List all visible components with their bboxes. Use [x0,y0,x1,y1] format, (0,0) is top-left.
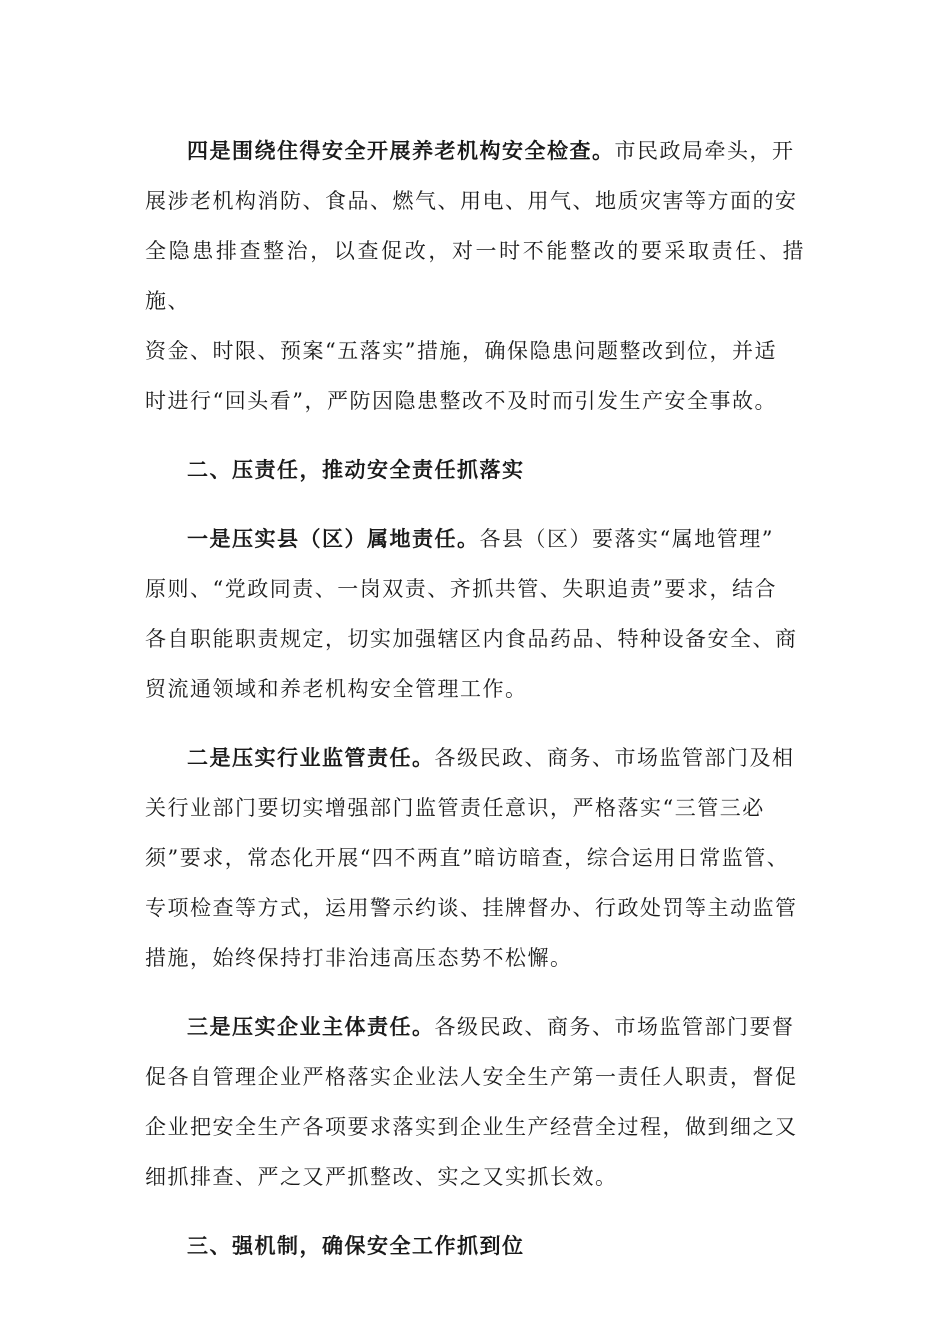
paragraph-text: 各县（区）要落实“属地管理” 原则、“党政同责、一岗双责、齐抓共管、失职追责”要求，结合 各自职能职责规定，切实加强辖区内食品药品、特种设备安全、商 贸流通领域和养老机构安全管理工作。 [145,527,798,701]
paragraph-text: 市民政局牵头，开 展涉老机构消防、食品、燃气、用电、用气、地质灾害等方面的安 全隐患排查整治，以查促改，对一时不能整改的要采取责任、措施、 资金、时限、预案“五落实”措施，确保隐患问题整改到位，并适 时进行“回头看”，严防因隐患整改不及时而引发生产安全事故。 [145,139,805,413]
paragraph-industry-supervision [145,733,805,983]
paragraph-lead: 三是压实企业主体责任。 [187,1014,435,1039]
paragraph-text: 各级民政、商务、市场监管部门要督 促各自管理企业严格落实企业法人安全生产第一责任人职责，督促 企业把安全生产各项要求落实到企业生产经营全过程，做到细之又 细抓排查、严之又严抓整改、实之又实抓长效。 [145,1015,798,1189]
paragraph-lead: 一是压实县（区）属地责任。 [187,526,480,551]
paragraph-lead: 四是围绕住得安全开展养老机构安全检查。 [187,138,615,163]
paragraph-elderly-care-inspection [145,126,805,426]
paragraph-county-responsibility [145,514,805,714]
document-body [145,126,805,1290]
section-heading-responsibility: 二、压责任，推动安全责任抓落实 [187,457,525,482]
section-heading-mechanism: 三、强机制，确保安全工作抓到位 [187,1233,525,1258]
paragraph-text: 各级民政、商务、市场监管部门及相 关行业部门要切实增强部门监管责任意识，严格落实“三管三必 须”要求，常态化开展“四不两直”暗访暗查，综合运用日常监管、 专项检查等方式，运用警示约谈、挂牌督办、行政处罚等主动监管 措施，始终保持打非治违高压态势不松懈。 [145,746,798,970]
paragraph-lead: 二是压实行业监管责任。 [187,745,435,770]
paragraph-enterprise-responsibility [145,1002,805,1202]
